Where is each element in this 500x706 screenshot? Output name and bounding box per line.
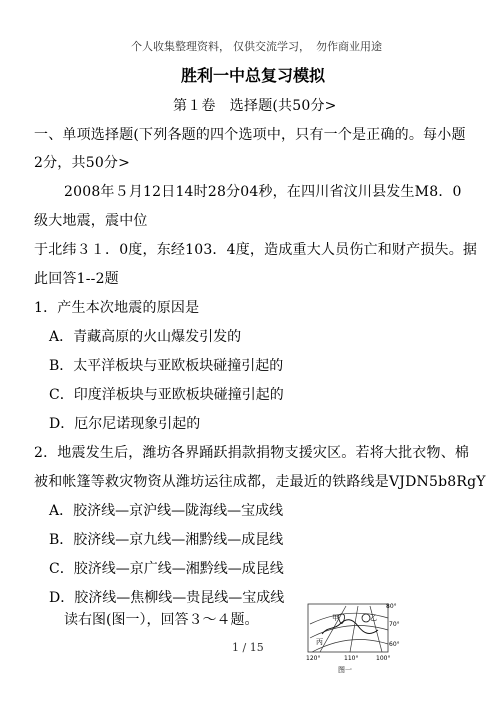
question-1-stem: 1．产生本次地震的原因是 <box>34 300 200 316</box>
question-1-option-c: C．印度洋板块与亚欧板块碰撞引起的 <box>49 387 284 403</box>
header-note-1: 个人收集整理资料， <box>131 40 230 53</box>
question-2-option-b: B．胶济线—京九线—湘黔线—成昆线 <box>49 532 284 548</box>
passage-line1: 2008年５月12日14时28分04秒，在四川省汶川县发生M8．0 <box>64 184 462 200</box>
lon-label-100: 100° <box>376 655 391 662</box>
page-number: 1 / 15 <box>232 641 264 654</box>
section-instruction-line1: 一、单项选择题(下列各题的四个选项中，只有一个是正确的。每小题 <box>34 127 466 143</box>
question-1-option-d: D．厄尔尼诺现象引起的 <box>49 416 201 432</box>
figure-instruction: 读右图(图一），回答３～４题。 <box>64 612 259 628</box>
place-label-bing: 丙 <box>316 638 323 646</box>
question-1-option-b: B．太平洋板块与亚欧板块碰撞引起的 <box>49 358 284 374</box>
question-2-stem-line2: 被和帐篷等救灾物资从潍坊运往成都，走最近的铁路线是VJDN5b8RgY <box>34 474 486 490</box>
lon-label-110: 110° <box>344 655 359 662</box>
page-title: 胜利一中总复习模拟 <box>181 66 326 85</box>
place-label-jia: 甲 <box>332 614 339 622</box>
header-note-2: 仅供交流学习， <box>233 40 310 53</box>
place-label-yi: 乙 <box>370 614 377 622</box>
lake-circle <box>362 614 370 622</box>
question-2-option-d: D．胶济线—焦柳线—贵昆线—宝成线 <box>49 590 285 606</box>
volume-heading: 第１卷 选择题(共50分> <box>173 98 337 114</box>
meridian-100 <box>370 606 382 652</box>
question-1-option-a: A．青藏高原的火山爆发引发的 <box>49 329 242 345</box>
question-2-option-a: A．胶济线—京沪线—陇海线—宝成线 <box>49 503 284 519</box>
question-2-stem-line1: 2．地震发生后，潍坊各界踊跃捐款捐物支援灾区。若将大批衣物、棉 <box>34 445 470 461</box>
lat-label-80: 80° <box>386 603 397 610</box>
question-2-option-c: C．胶济线—京广线—湘黔线—成昆线 <box>49 561 284 577</box>
section-instruction-line2: 2分，共50分> <box>34 155 131 171</box>
lat-label-70: 70° <box>389 621 400 628</box>
lat-label-60: 60° <box>389 641 400 648</box>
polar-map-figure <box>300 596 400 696</box>
map-caption: 图一 <box>338 666 352 674</box>
lon-label-120: 120° <box>306 655 321 662</box>
header-note-3: 勿作商业用途 <box>316 40 382 53</box>
meridian-120 <box>320 606 346 652</box>
passage-line3: 于北纬３１．0度，东经103．4度，造成重大人员伤亡和财产损失。据 <box>34 242 478 258</box>
passage-line4: 此回答1--2题 <box>34 271 119 287</box>
passage-line2: 级大地震，震中位 <box>34 213 148 229</box>
